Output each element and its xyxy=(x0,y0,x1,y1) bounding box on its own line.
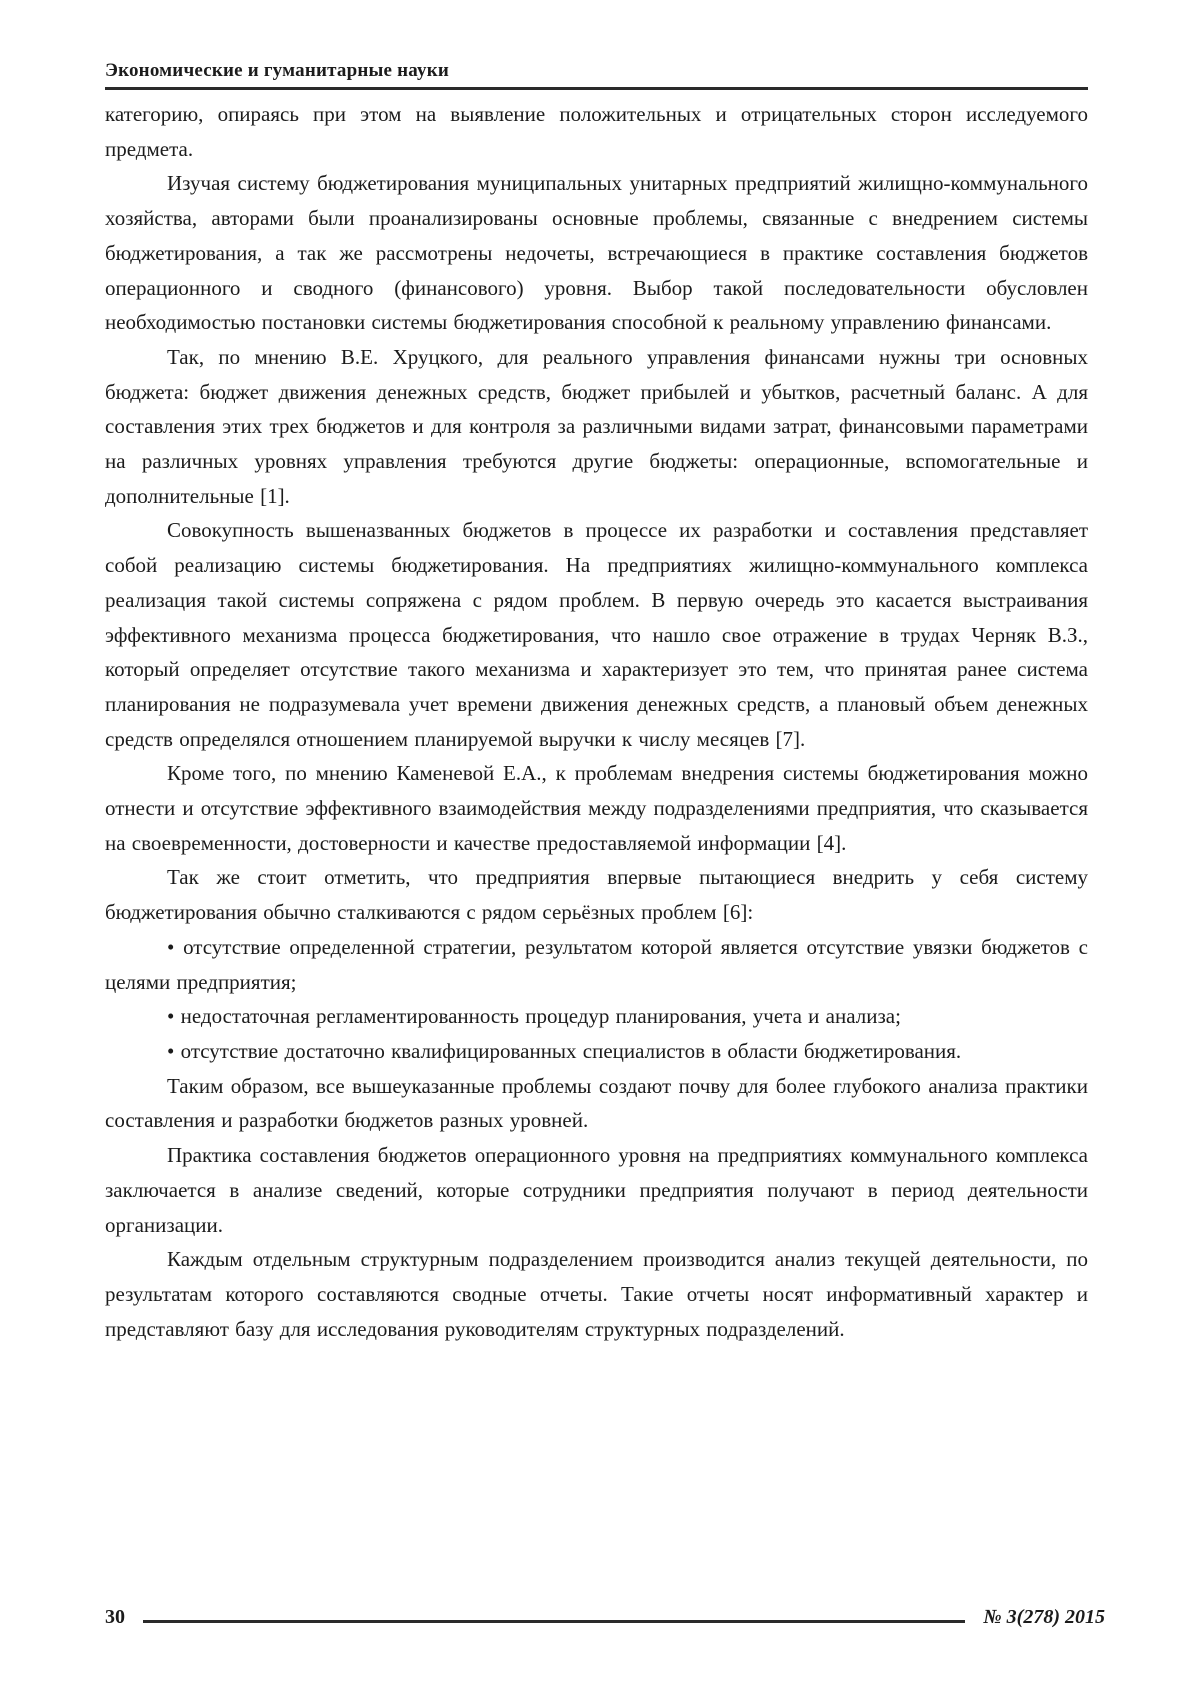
bullet-item: • отсутствие достаточно квалифицированных специалистов в области бюджетирования. xyxy=(167,1038,962,1063)
page-footer xyxy=(105,1600,1105,1634)
issue-label: № 3(278) 2015 xyxy=(983,1605,1105,1628)
page-number: 30 xyxy=(105,1605,125,1628)
footer-rule xyxy=(143,1620,965,1623)
paragraph: Так, по мнению В.Е. Хруцкого, для реального управления финансами нужны три основных бюджета: бюджет движения денежных средств, бюджет прибылей и убытков, расчетный баланс. А для составления этих трех бюджетов и для контроля за различными видами затрат, финансовыми параметрами на различных уровнях управления требуются другие бюджеты: операционные, вспомогательные и дополнительные [1]. xyxy=(105,344,1088,508)
bullet-item: • недостаточная регламентированность процедур планирования, учета и анализа; xyxy=(167,1004,901,1029)
paragraph: Кроме того, по мнению Каменевой Е.А., к проблемам внедрения системы бюджетирования можно отнести и отсутствие эффективного взаимодействия между подразделениями предприятия, что сказывается на своевременности, достоверности и качестве предоставляемой информации [4]. xyxy=(105,761,1088,855)
paragraph-continuation: категорию, опираясь при этом на выявление положительных и отрицательных сторон исследуемого предмета. xyxy=(105,102,1088,161)
paragraph: Таким образом, все вышеуказанные проблемы создают почву для более глубокого анализа практики составления и разработки бюджетов разных уровней. xyxy=(105,1073,1088,1133)
page-header xyxy=(105,60,1088,90)
paragraph: Практика составления бюджетов операционного уровня на предприятиях коммунального комплекса заключается в анализе сведений, которые сотрудники предприятия получают в период деятельности организации. xyxy=(105,1143,1088,1237)
paragraph: Изучая систему бюджетирования муниципальных унитарных предприятий жилищно-коммунального хозяйства, авторами были проанализированы основные проблемы, связанные с внедрением системы бюджетирования, а так же рассмотрены недочеты, встречающиеся в практике составления бюджетов операционного и сводного (финансового) уровня. Выбор такой последовательности обусловлен необходимостью постановки системы бюджетирования способной к реальному управлению финансами. xyxy=(105,171,1088,335)
journal-section-title: Экономические и гуманитарные науки xyxy=(105,60,450,81)
bullet-item: • отсутствие определенной стратегии, результатом которой является отсутствие увязки бюджетов с целями предприятия; xyxy=(105,934,1088,994)
paragraph: Каждым отдельным структурным подразделением производится анализ текущей деятельности, по результатам которого составляются сводные отчеты. Такие отчеты носят информативный характер и представляют базу для исследования руководителям структурных подразделений. xyxy=(105,1247,1088,1341)
article-body xyxy=(105,97,1088,1346)
paragraph: Совокупность вышеназванных бюджетов в процессе их разработки и составления представляет собой реализацию системы бюджетирования. На предприятиях жилищно-коммунального комплекса реализация такой системы сопряжена с рядом проблем. В первую очередь это касается выстраивания эффективного механизма процесса бюджетирования, что нашло свое отражение в трудах Черняк В.З., который определяет отсутствие такого механизма и характеризует это тем, что принятая ранее система планирования не подразумевала учет времени движения денежных средств, а плановый объем денежных средств определялся отношением планируемой выручки к числу месяцев [7]. xyxy=(105,518,1088,751)
paragraph: Так же стоит отметить, что предприятия впервые пытающиеся внедрить у себя систему бюджетирования обычно сталкиваются с рядом серьёзных проблем [6]: xyxy=(105,865,1088,925)
